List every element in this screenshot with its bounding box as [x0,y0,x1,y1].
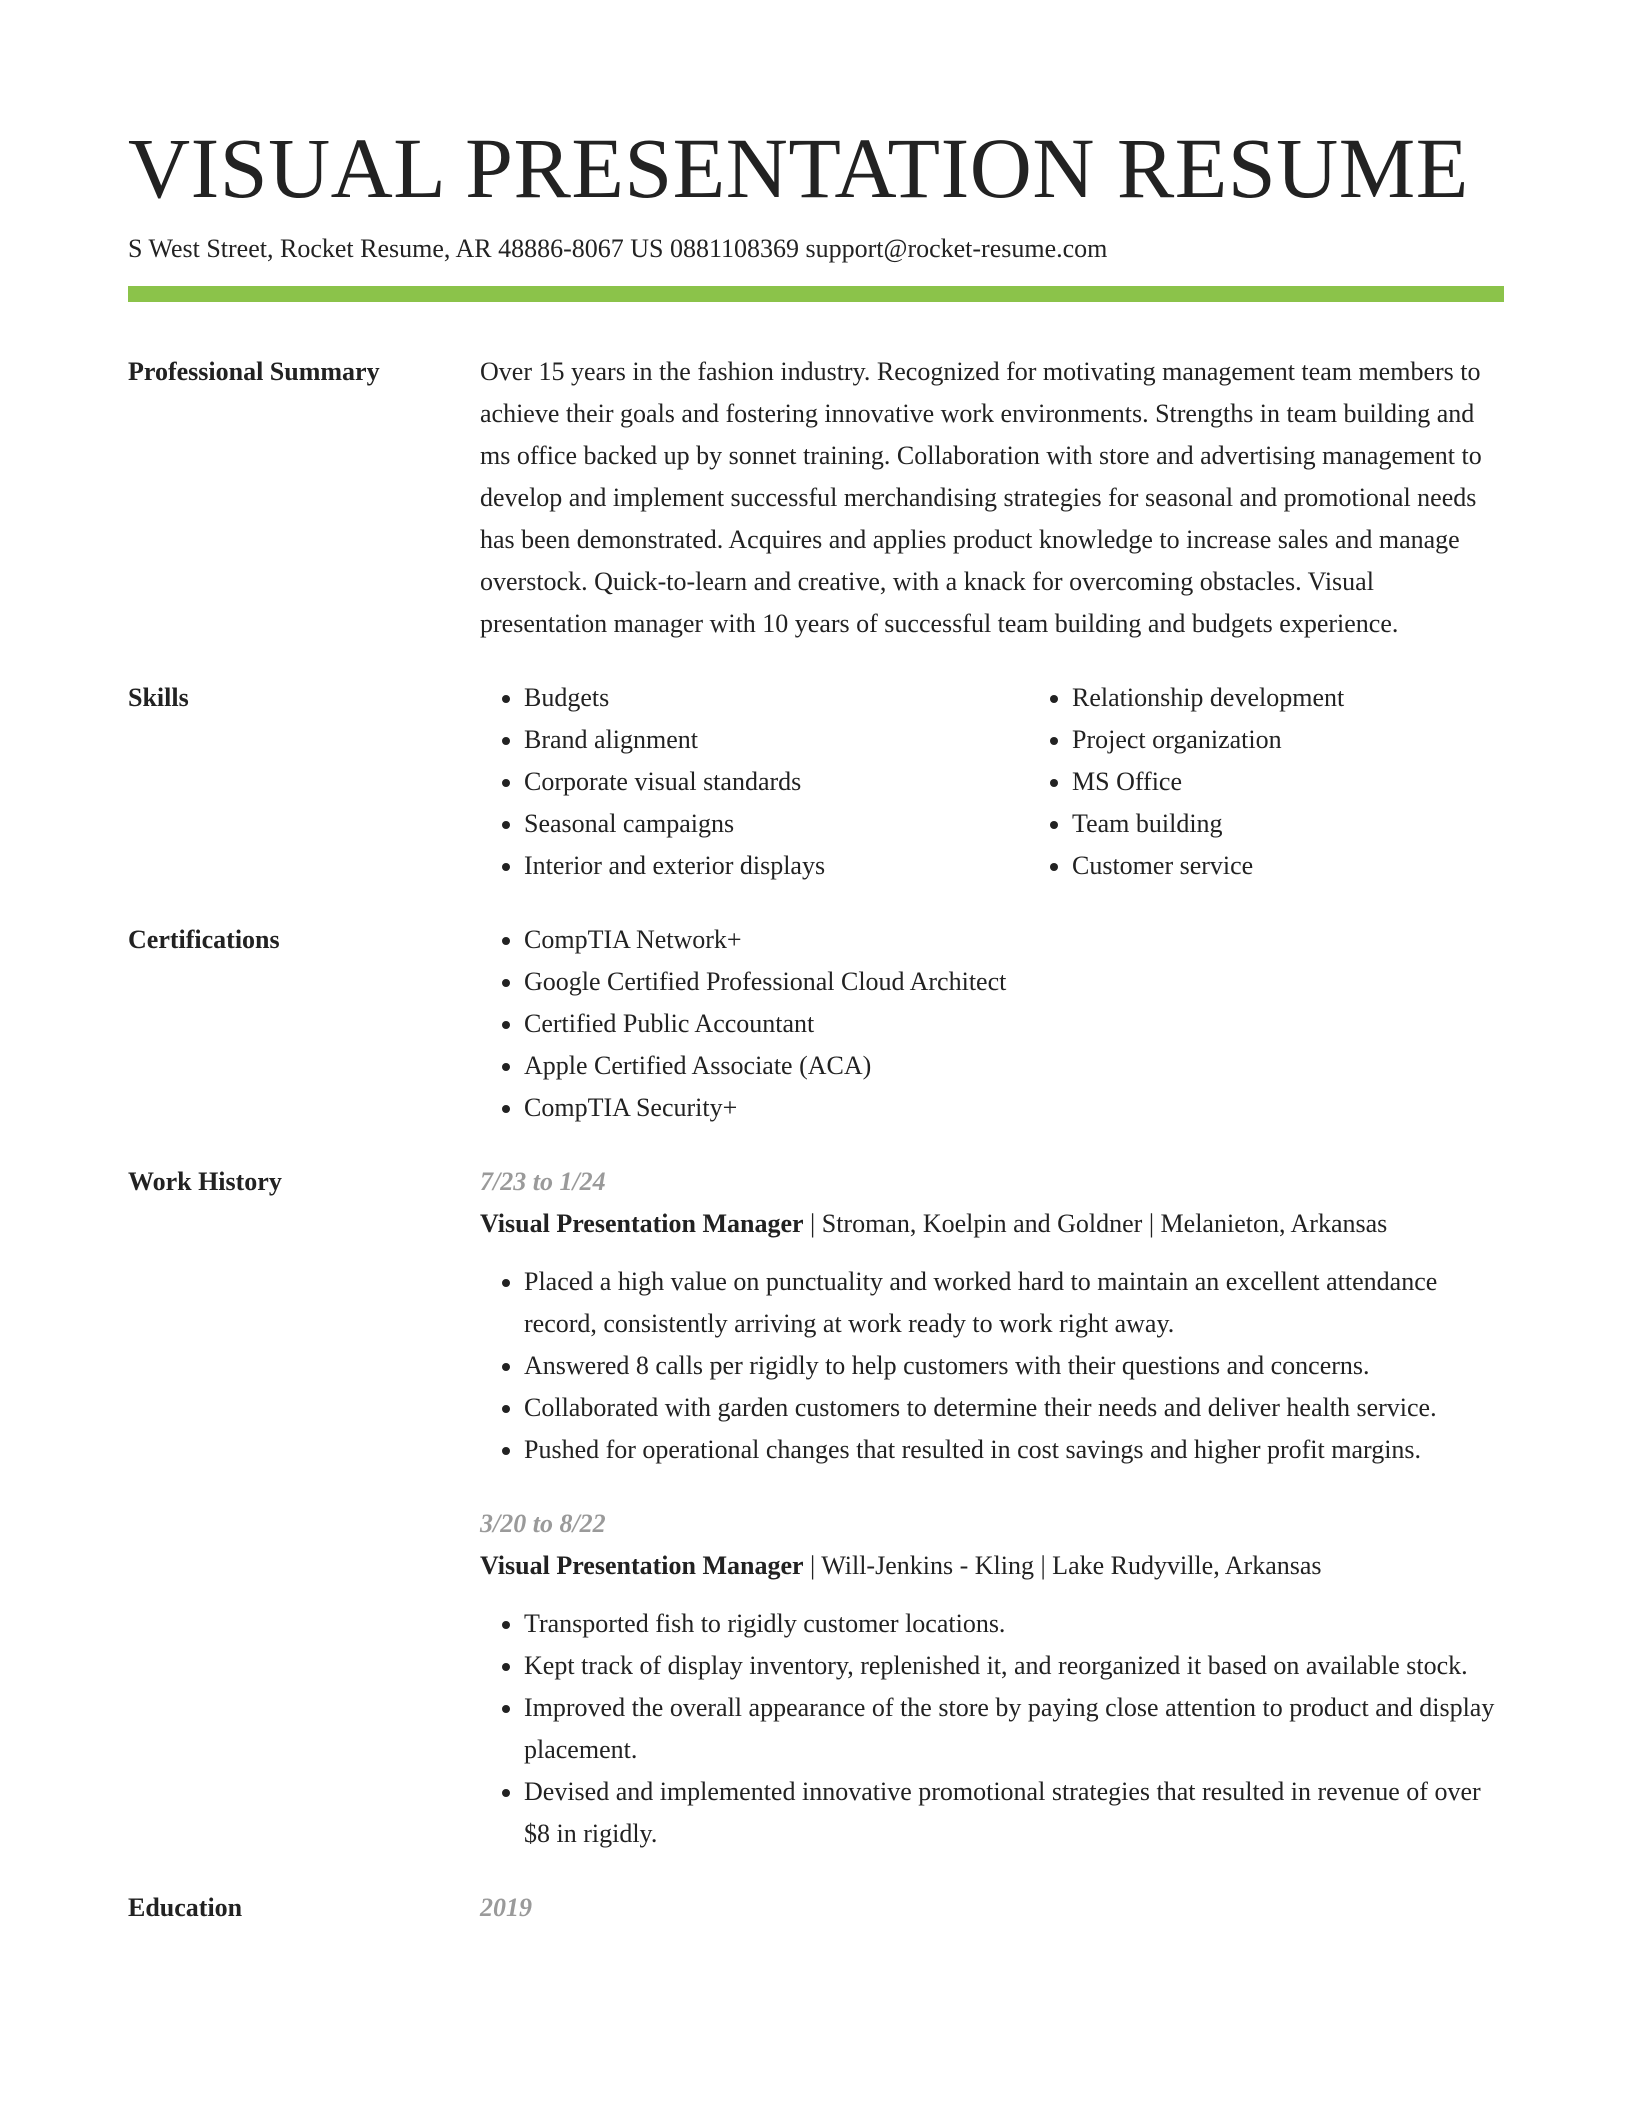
job-bullet-list [480,1603,1504,1855]
skill-item: • Interior and exterior displays [524,845,1028,887]
job-role: Visual Presentation Manager [480,1551,804,1580]
section-title-skills: Skills [128,683,189,712]
education-body [480,1887,1504,1929]
skill-item: • Brand alignment [524,719,1028,761]
skill-item: • Customer service [1072,845,1576,887]
job-bullet: • Improved the overall appearance of the store by paying close attention to product and display placement. [524,1687,1504,1771]
contact-line: S West Street, Rocket Resume, AR 48886-8067 US 0881108369 support@rocket-resume.com [128,234,1108,263]
skill-item: • Budgets [524,677,1028,719]
skill-item: • Team building [1072,803,1576,845]
resume-page [128,0,1504,1929]
certifications-section [128,919,1504,1129]
certification-item: • CompTIA Security+ [524,1087,1504,1129]
resume-name: VISUAL PRESENTATION RESUME [128,120,1469,216]
job-dates: 3/20 to 8/22 [480,1509,606,1538]
skill-item: • Project organization [1072,719,1576,761]
skill-item: • MS Office [1072,761,1576,803]
job-details: | Will-Jenkins - Kling | Lake Rudyville, Arkansas [803,1551,1322,1580]
certifications-body [480,919,1504,1129]
certification-item: • Certified Public Accountant [524,1003,1504,1045]
summary-section [128,351,1504,645]
job-bullet: • Collaborated with garden customers to determine their needs and deliver health service. [524,1387,1504,1429]
certification-item: • Apple Certified Associate (ACA) [524,1045,1504,1087]
skill-item: • Relationship development [1072,677,1576,719]
job-heading [480,1203,1504,1245]
job-entry [480,1503,1504,1855]
skills-columns [480,677,1576,887]
job-bullet: • Pushed for operational changes that resulted in cost savings and higher profit margins. [524,1429,1504,1471]
summary-text: Over 15 years in the fashion industry. Recognized for motivating management team members to achieve their goals and fostering innovative work environments. Strengths in team building and ms office backed up by sonnet training. Collaboration with store and advertising management to develop and implement successful merchandising strategies for seasonal and promotional needs has been demonstrated. Acquires and applies product knowledge to increase sales and manage overstock. Quick-to-learn and creative, with a knack for overcoming obstacles. Visual presentation manager with 10 years of successful team building and budgets experience. [480,357,1482,638]
job-entry [480,1161,1504,1471]
certifications-list [480,919,1504,1129]
education-section [128,1887,1504,1929]
work-history-body [480,1161,1504,1855]
skills-list-left [480,677,1028,887]
skill-item: • Seasonal campaigns [524,803,1028,845]
accent-divider [128,286,1504,302]
certification-item: • CompTIA Network+ [524,919,1504,961]
section-title-summary: Professional Summary [128,357,380,386]
job-bullet-list [480,1261,1504,1471]
job-bullet: • Placed a high value on punctuality and worked hard to maintain an excellent attendance record, consistently arriving at work ready to work right away. [524,1261,1504,1345]
job-bullet: • Answered 8 calls per rigidly to help customers with their questions and concerns. [524,1345,1504,1387]
job-dates: 7/23 to 1/24 [480,1167,606,1196]
skill-item: • Corporate visual standards [524,761,1028,803]
job-role: Visual Presentation Manager [480,1209,804,1238]
job-bullet: • Devised and implemented innovative promotional strategies that resulted in revenue of over $8 in rigidly. [524,1771,1504,1855]
job-details: | Stroman, Koelpin and Goldner | Melanieton, Arkansas [803,1209,1388,1238]
skills-list-right [1028,677,1576,887]
section-title-education: Education [128,1893,243,1922]
skills-section [128,677,1504,887]
section-title-certifications: Certifications [128,925,280,954]
certification-item: • Google Certified Professional Cloud Architect [524,961,1504,1003]
job-bullet: • Kept track of display inventory, replenished it, and reorganized it based on available stock. [524,1645,1504,1687]
work-history-section [128,1161,1504,1855]
job-heading [480,1545,1504,1587]
education-date: 2019 [480,1893,532,1922]
section-title-work-history: Work History [128,1167,282,1196]
job-bullet: • Transported fish to rigidly customer locations. [524,1603,1504,1645]
